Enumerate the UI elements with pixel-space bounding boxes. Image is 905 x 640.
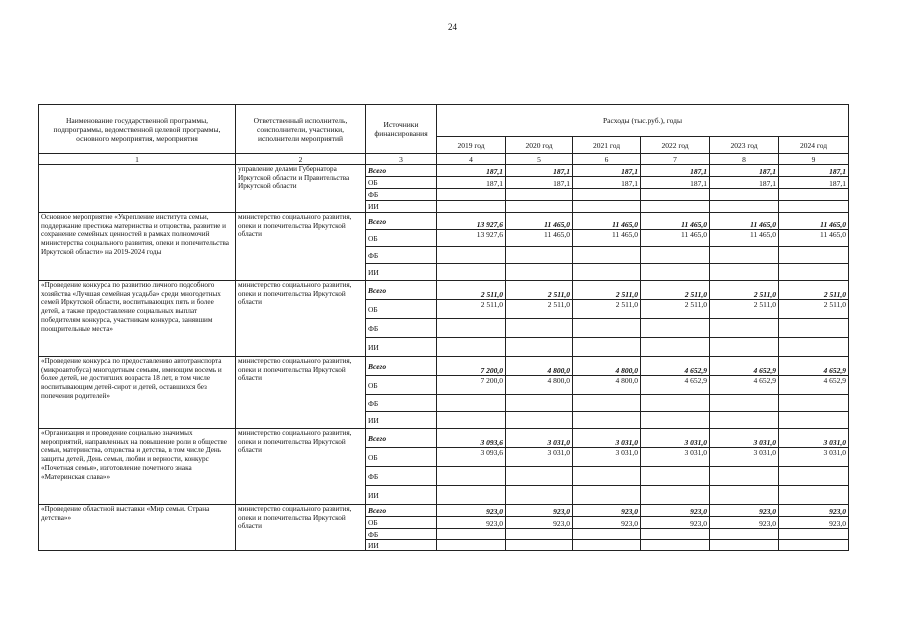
value-empty	[573, 201, 641, 213]
source-ii: ИИ	[366, 412, 437, 429]
value-empty	[779, 486, 849, 505]
value-empty	[437, 201, 506, 213]
value-ob: 2 511,0	[506, 300, 573, 319]
value-ob: 923,0	[437, 517, 506, 529]
value-empty	[437, 338, 506, 357]
value-ob: 187,1	[779, 177, 849, 189]
value-empty	[641, 247, 710, 264]
value-total: 187,1	[437, 165, 506, 177]
page-number: 24	[448, 22, 457, 32]
activity-name: «Проведение конкурса по развитию личного подсобного хозяйства «Лучшая семейная усадьба» среди многодетных семей Иркутской области, воспитывающих пять и более детей, а также предоставление социальных выплат победителям конкурса, участникам конкурса, занявшим поощрительные места»	[39, 281, 236, 357]
value-ob: 923,0	[506, 517, 573, 529]
value-empty	[437, 529, 506, 540]
col-number: 8	[710, 154, 779, 165]
value-total: 3 031,0	[641, 429, 710, 448]
value-empty	[506, 264, 573, 281]
value-empty	[573, 395, 641, 412]
col-number: 2	[236, 154, 366, 165]
value-empty	[641, 529, 710, 540]
value-total: 187,1	[506, 165, 573, 177]
value-total: 2 511,0	[641, 281, 710, 300]
value-empty	[573, 319, 641, 338]
value-empty	[641, 338, 710, 357]
value-empty	[506, 529, 573, 540]
value-empty	[506, 412, 573, 429]
value-empty	[573, 486, 641, 505]
col-number: 7	[641, 154, 710, 165]
source-total: Всего	[366, 213, 437, 230]
source-ob: ОБ	[366, 230, 437, 247]
value-empty	[779, 467, 849, 486]
value-total: 923,0	[641, 505, 710, 517]
header-year: 2019 год	[437, 137, 506, 154]
value-empty	[437, 264, 506, 281]
value-total: 3 031,0	[506, 429, 573, 448]
budget-body	[39, 165, 849, 551]
value-empty	[573, 189, 641, 201]
value-empty	[506, 201, 573, 213]
value-ob: 187,1	[710, 177, 779, 189]
budget-table	[38, 104, 849, 551]
activity-name: «Проведение конкурса по предоставлению автотранспорта (микроавтобуса) многодетным семьям, имеющим восемь и более детей, не достигших возраста 18 лет, в том числе воспитывающим детей-сирот и детей, оставшихся без попечения родителей»	[39, 357, 236, 429]
value-empty	[710, 486, 779, 505]
value-empty	[641, 201, 710, 213]
value-empty	[641, 264, 710, 281]
value-empty	[506, 189, 573, 201]
value-empty	[641, 467, 710, 486]
header-year: 2020 год	[506, 137, 573, 154]
value-empty	[641, 189, 710, 201]
value-total: 3 031,0	[573, 429, 641, 448]
value-total: 2 511,0	[506, 281, 573, 300]
value-empty	[506, 319, 573, 338]
value-total: 923,0	[437, 505, 506, 517]
value-total: 923,0	[710, 505, 779, 517]
value-empty	[573, 540, 641, 551]
value-ob: 11 465,0	[779, 230, 849, 247]
value-total: 2 511,0	[779, 281, 849, 300]
value-total: 187,1	[710, 165, 779, 177]
value-ob: 4 652,9	[779, 376, 849, 395]
value-empty	[710, 529, 779, 540]
value-total: 2 511,0	[710, 281, 779, 300]
table-row-total	[39, 281, 849, 300]
value-total: 923,0	[573, 505, 641, 517]
col-number: 1	[39, 154, 236, 165]
table-row-total	[39, 505, 849, 517]
value-ob: 3 031,0	[506, 448, 573, 467]
table-row-total	[39, 165, 849, 177]
value-total: 11 465,0	[779, 213, 849, 230]
value-ob: 7 200,0	[437, 376, 506, 395]
value-empty	[641, 319, 710, 338]
value-empty	[641, 395, 710, 412]
value-empty	[710, 540, 779, 551]
value-total: 923,0	[779, 505, 849, 517]
value-empty	[641, 412, 710, 429]
value-empty	[506, 338, 573, 357]
value-ob: 11 465,0	[573, 230, 641, 247]
value-empty	[506, 467, 573, 486]
value-ob: 2 511,0	[779, 300, 849, 319]
value-empty	[779, 395, 849, 412]
col-number: 6	[573, 154, 641, 165]
value-empty	[573, 467, 641, 486]
value-ob: 2 511,0	[641, 300, 710, 319]
source-total: Всего	[366, 505, 437, 517]
value-empty	[573, 247, 641, 264]
source-total: Всего	[366, 357, 437, 376]
activity-name: «Организация и проведение социально значимых мероприятий, направленных на повышение роли в обществе семьи, материнства, отцовства и детства, в том числе День защиты детей, День семьи, любви и верности, конкурс «Почетная семья», изготовление почетного знака «Материнская слава»»	[39, 429, 236, 505]
value-total: 187,1	[641, 165, 710, 177]
header-year: 2023 год	[710, 137, 779, 154]
value-ob: 11 465,0	[641, 230, 710, 247]
header-year: 2024 год	[779, 137, 849, 154]
activity-executor: министерство социального развития, опеки и попечительства Иркутской области	[236, 213, 366, 281]
value-total: 2 511,0	[437, 281, 506, 300]
value-ob: 3 031,0	[779, 448, 849, 467]
activity-executor: министерство социального развития, опеки и попечительства Иркутской области	[236, 357, 366, 429]
value-total: 4 652,9	[710, 357, 779, 376]
source-ob: ОБ	[366, 448, 437, 467]
value-ob: 923,0	[779, 517, 849, 529]
activity-name	[39, 165, 236, 213]
value-empty	[710, 338, 779, 357]
value-total: 11 465,0	[641, 213, 710, 230]
value-ob: 2 511,0	[710, 300, 779, 319]
value-empty	[779, 264, 849, 281]
value-empty	[506, 486, 573, 505]
value-empty	[779, 201, 849, 213]
value-ob: 4 652,9	[641, 376, 710, 395]
value-total: 4 800,0	[573, 357, 641, 376]
value-total: 4 652,9	[641, 357, 710, 376]
table-row-total	[39, 357, 849, 376]
value-empty	[779, 189, 849, 201]
value-empty	[779, 338, 849, 357]
activity-name: Основное мероприятие «Укрепление института семьи, поддержание престижа материнства и отцовства, развитие и сохранение семейных ценностей в рамках полномочий министерства социального развития, опеки и попечительства Иркутской области» на 2019-2024 годы	[39, 213, 236, 281]
header-program-name: Наименование государственной программы, подпрограммы, ведомственной целевой программы, основного мероприятия, мероприятия	[39, 105, 236, 154]
header-col-numbers	[39, 154, 849, 165]
value-empty	[710, 412, 779, 429]
value-total: 3 031,0	[779, 429, 849, 448]
value-ob: 4 800,0	[506, 376, 573, 395]
value-total: 3 031,0	[710, 429, 779, 448]
value-total: 11 465,0	[506, 213, 573, 230]
value-empty	[437, 247, 506, 264]
value-ob: 4 800,0	[573, 376, 641, 395]
value-total: 13 927,6	[437, 213, 506, 230]
value-ob: 187,1	[573, 177, 641, 189]
col-number: 5	[506, 154, 573, 165]
value-empty	[437, 189, 506, 201]
value-total: 187,1	[779, 165, 849, 177]
value-empty	[710, 467, 779, 486]
value-ob: 11 465,0	[506, 230, 573, 247]
source-fb: ФБ	[366, 395, 437, 412]
source-fb: ФБ	[366, 319, 437, 338]
value-total: 7 200,0	[437, 357, 506, 376]
source-ob: ОБ	[366, 177, 437, 189]
value-total: 3 093,6	[437, 429, 506, 448]
value-empty	[641, 486, 710, 505]
value-empty	[506, 247, 573, 264]
value-total: 187,1	[573, 165, 641, 177]
value-empty	[710, 189, 779, 201]
value-empty	[573, 529, 641, 540]
activity-executor: министерство социального развития, опеки и попечительства Иркутской области	[236, 429, 366, 505]
source-ob: ОБ	[366, 517, 437, 529]
value-empty	[710, 201, 779, 213]
value-ob: 187,1	[641, 177, 710, 189]
value-ob: 3 031,0	[641, 448, 710, 467]
value-empty	[437, 395, 506, 412]
value-empty	[437, 467, 506, 486]
header-year: 2021 год	[573, 137, 641, 154]
source-ii: ИИ	[366, 201, 437, 213]
value-ob: 3 031,0	[573, 448, 641, 467]
source-ii: ИИ	[366, 540, 437, 551]
value-empty	[437, 486, 506, 505]
header-row-top	[39, 105, 849, 137]
value-empty	[573, 338, 641, 357]
value-ob: 923,0	[573, 517, 641, 529]
value-total: 4 652,9	[779, 357, 849, 376]
source-ii: ИИ	[366, 338, 437, 357]
value-empty	[779, 529, 849, 540]
activity-executor: министерство социального развития, опеки и попечительства Иркутской области	[236, 281, 366, 357]
activity-name: «Проведение областной выставки «Мир семьи. Страна детства»»	[39, 505, 236, 551]
value-empty	[779, 540, 849, 551]
col-number: 9	[779, 154, 849, 165]
value-empty	[437, 319, 506, 338]
value-empty	[710, 395, 779, 412]
value-empty	[506, 540, 573, 551]
value-empty	[779, 412, 849, 429]
value-ob: 13 927,6	[437, 230, 506, 247]
source-total: Всего	[366, 281, 437, 300]
source-total: Всего	[366, 429, 437, 448]
value-total: 11 465,0	[573, 213, 641, 230]
value-empty	[641, 540, 710, 551]
source-ob: ОБ	[366, 300, 437, 319]
value-ob: 2 511,0	[437, 300, 506, 319]
source-ob: ОБ	[366, 376, 437, 395]
value-ob: 187,1	[506, 177, 573, 189]
value-empty	[710, 247, 779, 264]
value-ob: 187,1	[437, 177, 506, 189]
value-empty	[573, 264, 641, 281]
value-empty	[506, 395, 573, 412]
header-year: 2022 год	[641, 137, 710, 154]
value-ob: 3 031,0	[710, 448, 779, 467]
col-number: 3	[366, 154, 437, 165]
source-fb: ФБ	[366, 529, 437, 540]
source-ii: ИИ	[366, 486, 437, 505]
value-ob: 923,0	[641, 517, 710, 529]
table-row-total	[39, 429, 849, 448]
value-total: 11 465,0	[710, 213, 779, 230]
value-empty	[710, 319, 779, 338]
value-ob: 11 465,0	[710, 230, 779, 247]
source-total: Всего	[366, 165, 437, 177]
source-fb: ФБ	[366, 467, 437, 486]
activity-executor: министерство социального развития, опеки и попечительства Иркутской области	[236, 505, 366, 551]
value-empty	[779, 319, 849, 338]
source-fb: ФБ	[366, 247, 437, 264]
value-empty	[437, 412, 506, 429]
value-total: 923,0	[506, 505, 573, 517]
table-row-total	[39, 213, 849, 230]
value-empty	[779, 247, 849, 264]
value-total: 2 511,0	[573, 281, 641, 300]
source-ii: ИИ	[366, 264, 437, 281]
col-number: 4	[437, 154, 506, 165]
value-empty	[437, 540, 506, 551]
header-executor: Ответственный исполнитель, соисполнители, участники, исполнители мероприятий	[236, 105, 366, 154]
value-empty	[710, 264, 779, 281]
value-ob: 4 652,9	[710, 376, 779, 395]
activity-executor: управление делами Губернатора Иркутской области и Правительства Иркутской области	[236, 165, 366, 213]
value-ob: 923,0	[710, 517, 779, 529]
source-fb: ФБ	[366, 189, 437, 201]
value-empty	[573, 412, 641, 429]
value-ob: 2 511,0	[573, 300, 641, 319]
value-total: 4 800,0	[506, 357, 573, 376]
header-source: Источники финансирования	[366, 105, 437, 154]
value-ob: 3 093,6	[437, 448, 506, 467]
header-costs: Расходы (тыс.руб.), годы	[437, 105, 849, 137]
